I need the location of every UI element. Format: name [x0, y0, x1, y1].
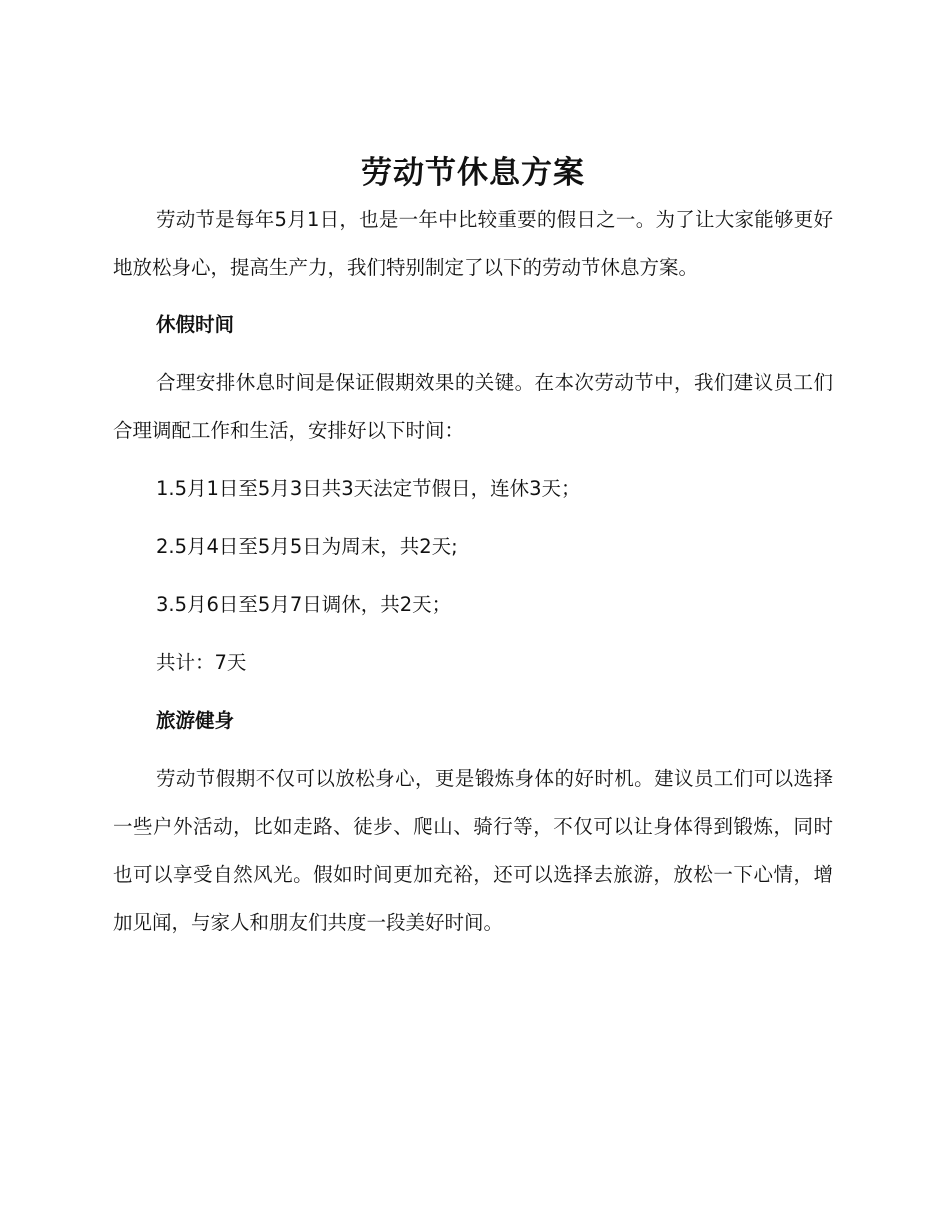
intro-paragraph: 劳动节是每年5月1日，也是一年中比较重要的假日之一。为了让大家能够更好地放松身心，提高生产力，我们特别制定了以下的劳动节休息方案。	[113, 208, 833, 279]
schedule-total: 共计：7天	[156, 651, 247, 674]
schedule-item: 3.5月6日至5月7日调休，共2天；	[156, 593, 452, 616]
document-content	[113, 150, 833, 957]
section-heading-travel-fitness: 旅游健身	[156, 709, 235, 732]
travel-fitness-paragraph: 劳动节假期不仅可以放松身心，更是锻炼身体的好时机。建议员工们可以选择一些户外活动，比如走路、徒步、爬山、骑行等，不仅可以让身体得到锻炼，同时也可以享受自然风光。假如时间更加充裕，还可以选择去旅游，放松一下心情，增加见闻，与家人和朋友们共度一段美好时间。	[113, 767, 833, 934]
section-heading-vacation-time: 休假时间	[156, 313, 235, 336]
document-title: 劳动节休息方案	[361, 155, 585, 191]
schedule-item: 2.5月4日至5月5日为周末，共2天;	[156, 535, 458, 558]
vacation-time-paragraph: 合理安排休息时间是保证假期效果的关键。在本次劳动节中，我们建议员工们合理调配工作和生活，安排好以下时间：	[113, 371, 833, 442]
schedule-item: 1.5月1日至5月3日共3天法定节假日，连休3天；	[156, 477, 581, 500]
